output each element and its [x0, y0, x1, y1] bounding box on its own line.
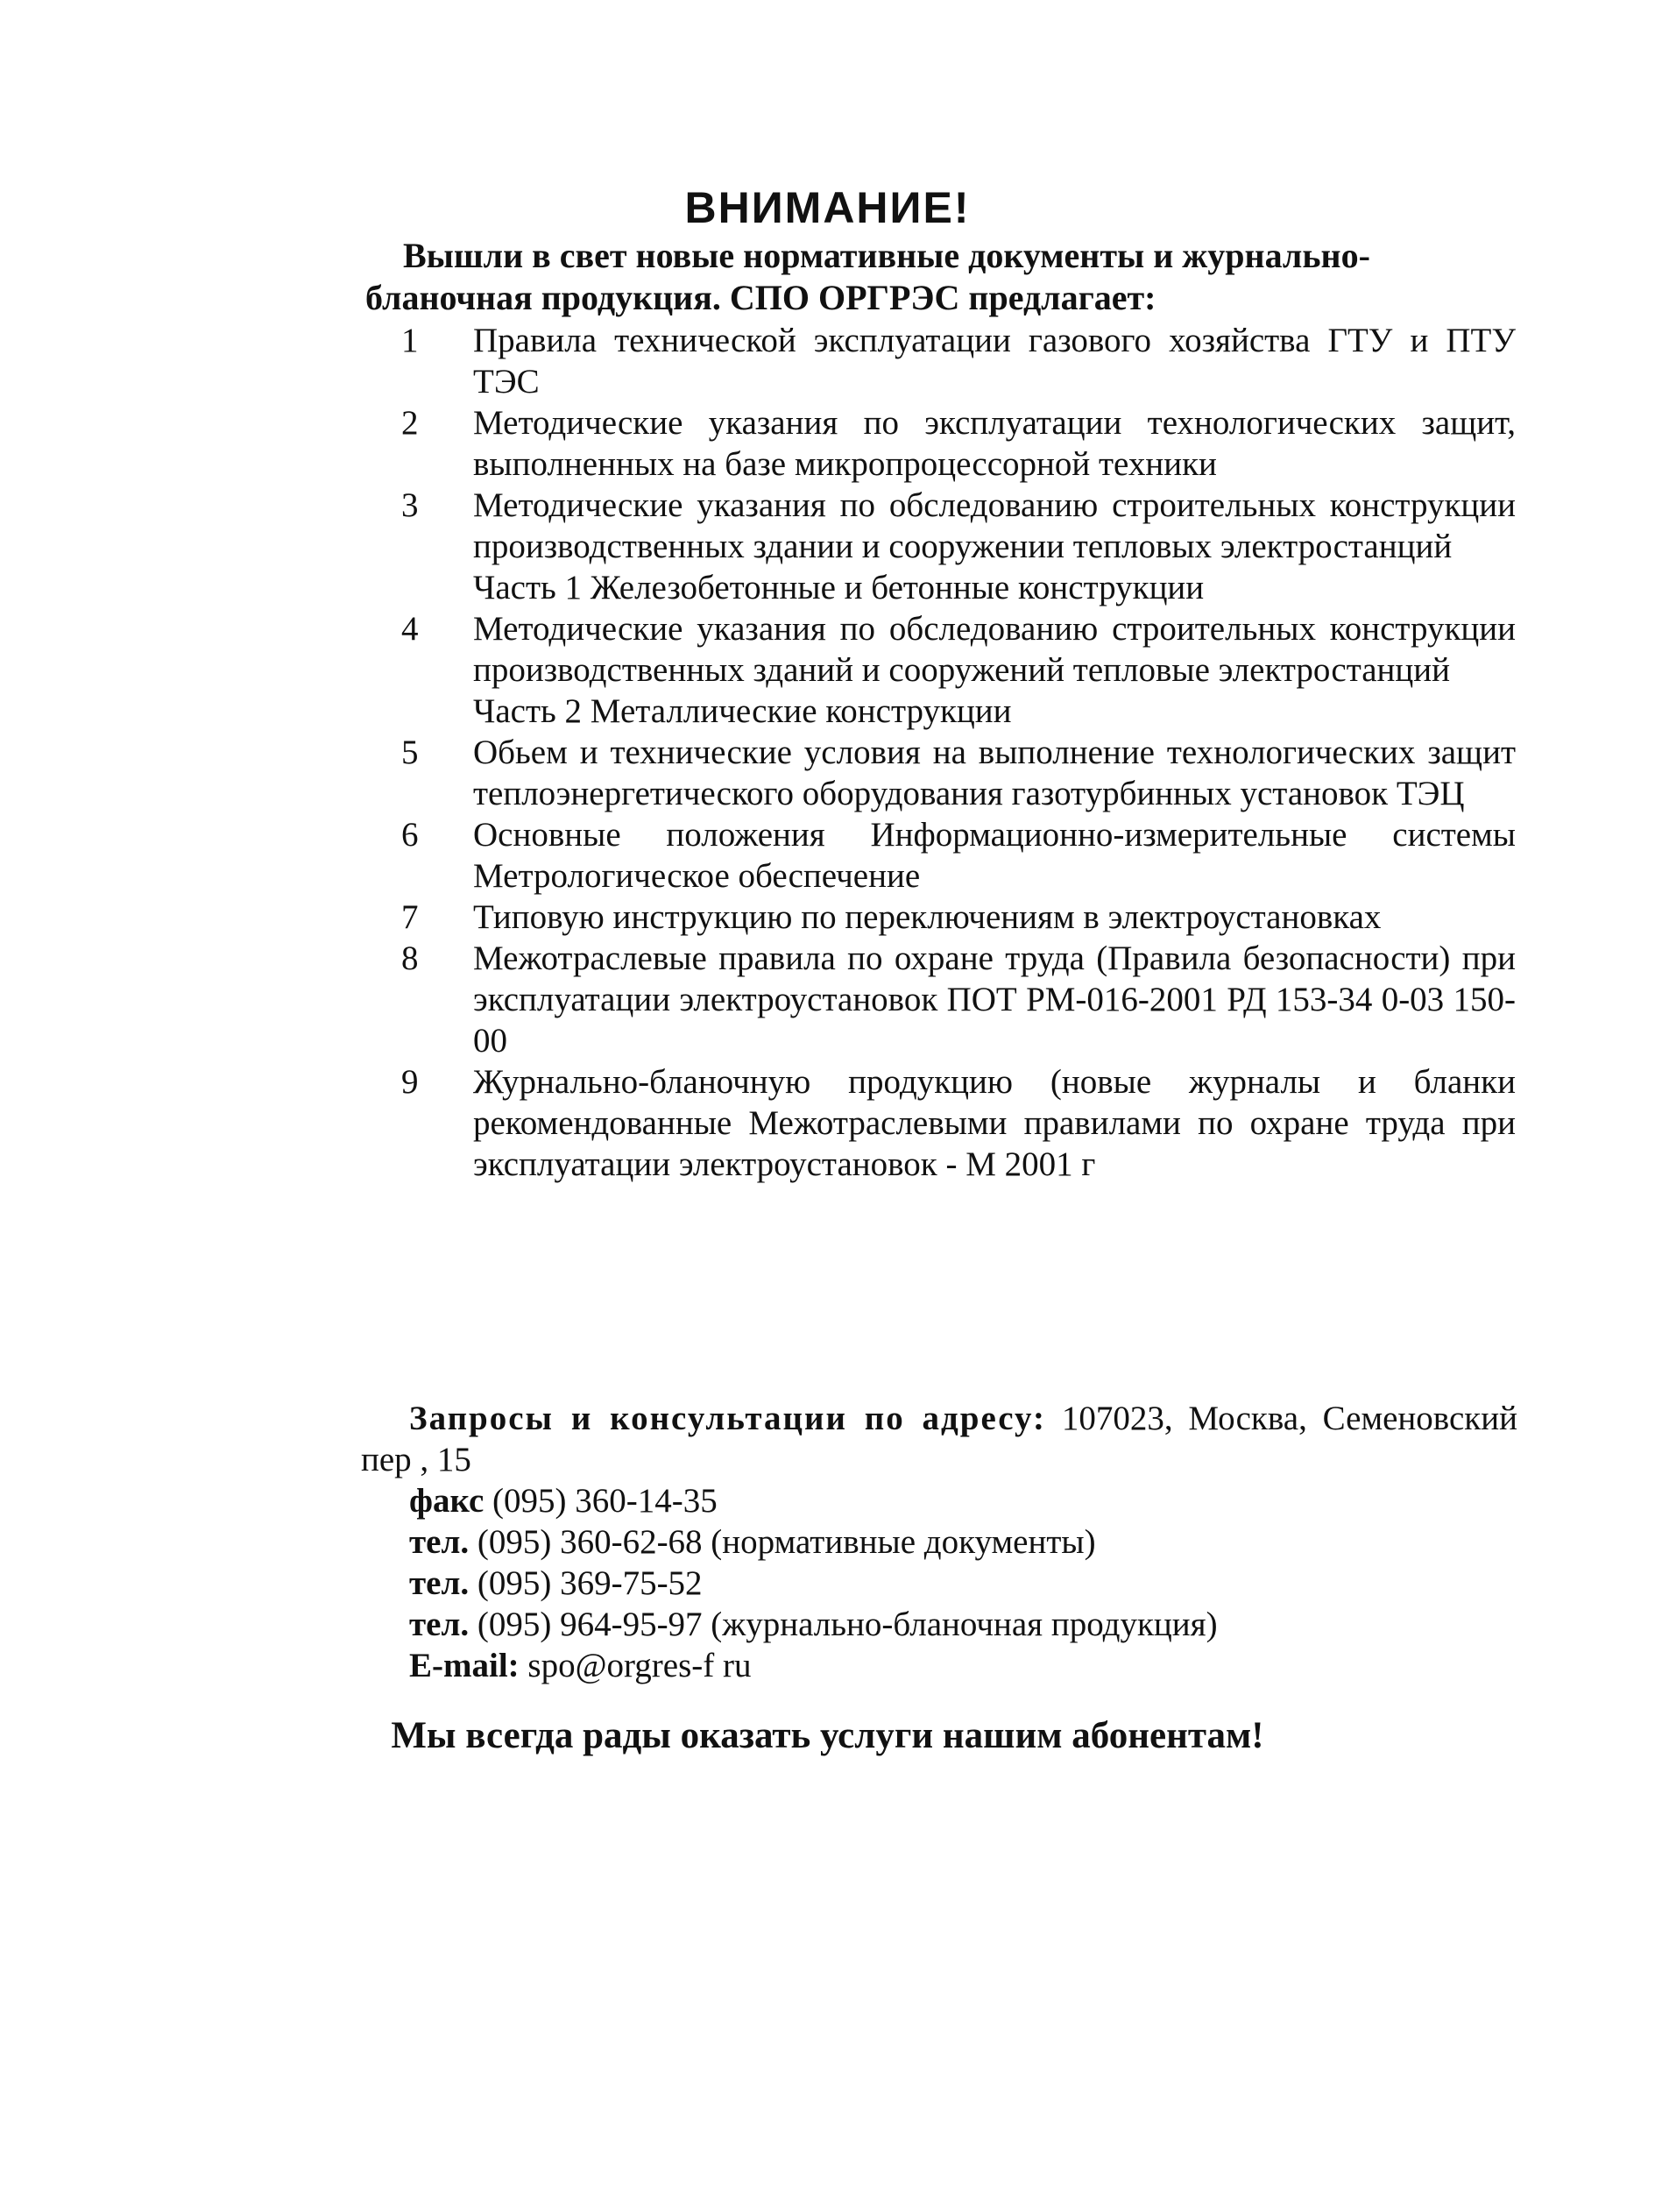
contact-label: E-mail:	[409, 1647, 520, 1684]
contacts-heading-label: Запросы и консультации по адресу:	[409, 1400, 1047, 1437]
contact-phone	[361, 1563, 1517, 1604]
list-item	[385, 897, 1516, 938]
item-text: Межотраслевые правила по охране труда (Правила безопасности) при эксплуатации электроустановок ПОТ РМ-016-2001 РД 153-34 0-03 150-00	[473, 939, 1516, 1060]
closing-line: Мы всегда рады оказать услуги нашим абонентам!	[391, 1715, 1264, 1756]
item-text-wrap	[473, 402, 1516, 485]
page-title: ВНИМАНИЕ!	[684, 183, 971, 232]
item-text: Обьем и технические условия на выполнение технологических защит теплоэнергетического оборудования газотурбинных установок ТЭЦ	[473, 734, 1516, 812]
list-item	[385, 485, 1516, 608]
list-item	[385, 1061, 1516, 1185]
item-text-wrap	[473, 938, 1516, 1061]
item-text: Методические указания по обследованию строительных конструкции производственных зданий и сооружений тепловые электростанций	[473, 610, 1516, 689]
contacts-block	[361, 1398, 1517, 1686]
item-number: 4	[401, 610, 419, 648]
item-text-wrap	[473, 485, 1516, 608]
contact-email	[361, 1645, 1517, 1686]
list-item	[385, 732, 1516, 814]
publication-list	[385, 320, 1516, 1185]
item-text-wrap	[473, 608, 1516, 732]
item-number: 5	[401, 734, 419, 771]
item-number: 7	[401, 898, 419, 936]
intro-paragraph	[365, 235, 1516, 319]
list-item	[385, 320, 1516, 402]
item-text: Основные положения Информационно-измерительные системы Метрологическое обеспечение	[473, 816, 1516, 895]
item-text: Методические указания по обследованию строительных конструкции производственных здании и сооружении тепловых электростанций	[473, 486, 1516, 565]
list-item	[385, 814, 1516, 897]
item-number: 8	[401, 939, 419, 977]
contact-label: факс	[409, 1482, 484, 1520]
item-number: 9	[401, 1063, 419, 1101]
list-item	[385, 402, 1516, 485]
contact-phone	[361, 1604, 1517, 1645]
item-text-wrap	[473, 320, 1516, 402]
contact-value: (095) 369-75-52	[469, 1564, 703, 1602]
list-item	[385, 608, 1516, 732]
contact-label: тел.	[409, 1606, 470, 1643]
item-number: 6	[401, 816, 419, 854]
item-text-wrap	[473, 1061, 1516, 1185]
item-text: Журнально-бланочную продукцию (новые журналы и бланки рекомендованные Межотраслевыми правилами по охране труда при эксплуатации электроустановок - М 2001 г	[473, 1063, 1516, 1183]
item-text: Методические указания по эксплуатации технологических защит, выполненных на базе микропроцессорной техники	[473, 404, 1516, 483]
intro-line-2: бланочная продукция. СПО ОРГРЭС предлагает:	[365, 278, 1156, 317]
contacts-address: 107023, Москва, Семеновский пер , 15	[361, 1400, 1517, 1478]
contacts-heading	[361, 1398, 1517, 1480]
contact-label: тел.	[409, 1523, 470, 1561]
item-part: Часть 2 Металлические конструкции	[473, 692, 1012, 730]
contact-value: (095) 964-95-97 (журнально-бланочная продукция)	[469, 1606, 1218, 1643]
item-number: 1	[401, 322, 419, 359]
list-item	[385, 938, 1516, 1061]
contact-label: тел.	[409, 1564, 470, 1602]
contact-fax	[361, 1480, 1517, 1521]
item-part: Часть 1 Железобетонные и бетонные конструкции	[473, 569, 1205, 606]
item-text-wrap	[473, 814, 1516, 897]
contact-value: (095) 360-14-35	[484, 1482, 718, 1520]
item-number: 3	[401, 486, 419, 524]
item-text: Правила технической эксплуатации газового хозяйства ГТУ и ПТУ ТЭС	[473, 322, 1516, 401]
item-text: Типовую инструкцию по переключениям в электроустановках	[473, 898, 1382, 936]
contact-phone	[361, 1521, 1517, 1563]
item-number: 2	[401, 404, 419, 442]
intro-line-1: Вышли в свет новые нормативные документы и журнально-	[403, 236, 1370, 275]
contact-value: spo@orgres-f ru	[519, 1647, 752, 1684]
item-text-wrap	[473, 732, 1516, 814]
item-text-wrap	[473, 897, 1516, 938]
contact-value: (095) 360-62-68 (нормативные документы)	[469, 1523, 1096, 1561]
